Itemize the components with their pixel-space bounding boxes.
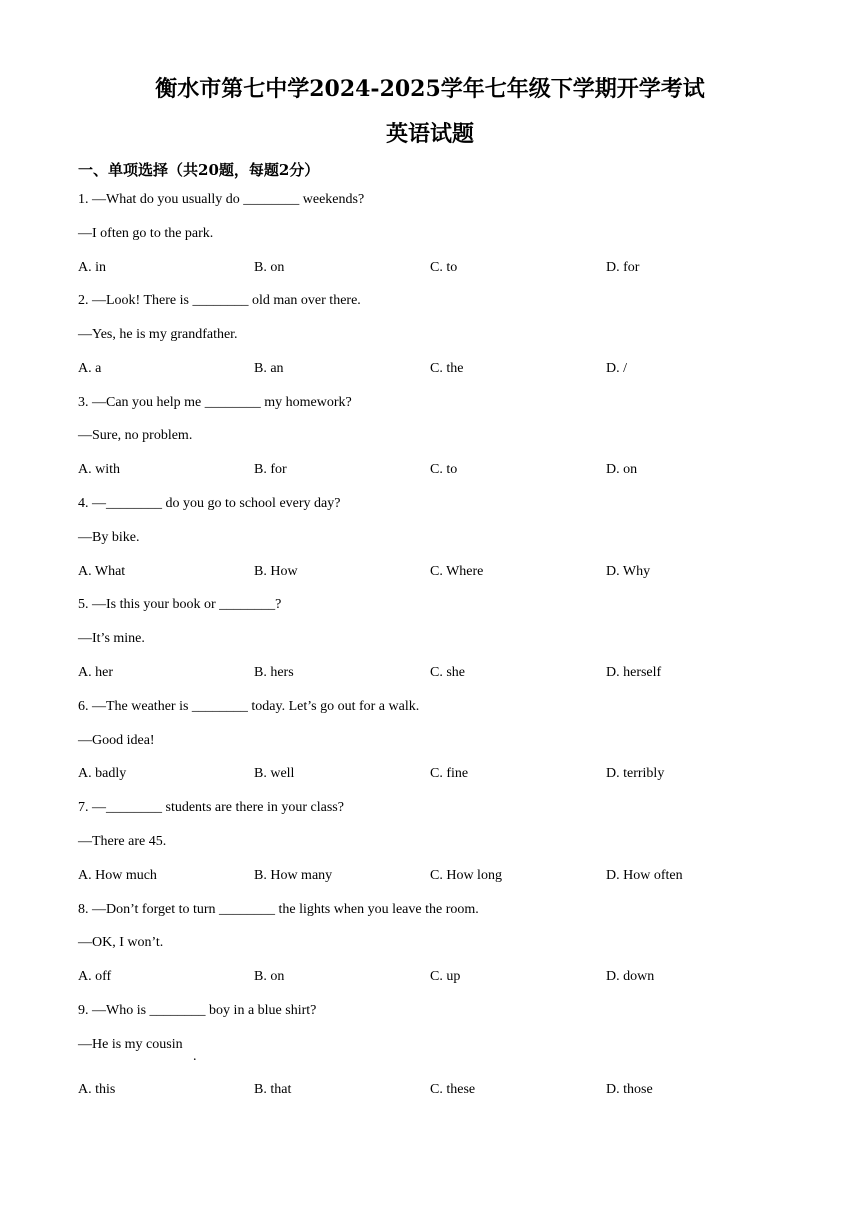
- question-6-option-d: D. terribly: [606, 766, 665, 781]
- question-5-text: 5. —Is this your book or ________?: [78, 597, 282, 612]
- question-9-option-c: C. these: [430, 1082, 476, 1097]
- question-8-option-b: B. on: [254, 969, 285, 984]
- question-6-option-c: C. fine: [430, 766, 469, 781]
- question-4-option-c: C. Where: [430, 564, 484, 579]
- question-7-answer: —There are 45.: [78, 834, 167, 849]
- question-4-option-d: D. Why: [606, 564, 651, 579]
- page-title: 衡水市第七中学2024-2025学年七年级下学期开学考试: [155, 76, 705, 102]
- question-7-option-d: D. How often: [606, 868, 683, 883]
- question-1-option-d: D. for: [606, 260, 640, 275]
- question-5-option-d: D. herself: [606, 665, 662, 680]
- question-6-option-a: A. badly: [78, 766, 127, 781]
- question-8-option-c: C. up: [430, 969, 461, 984]
- question-8-answer: —OK, I won’t.: [78, 935, 164, 950]
- question-2-option-d: D. /: [606, 361, 627, 376]
- question-1-option-c: C. to: [430, 260, 458, 275]
- question-6-answer: —Good idea!: [78, 733, 155, 748]
- question-1-option-a: A. in: [78, 260, 106, 275]
- question-2-option-c: C. the: [430, 361, 464, 376]
- question-5-answer: —It’s mine.: [78, 631, 145, 646]
- question-2-text: 2. —Look! There is ________ old man over there.: [78, 293, 361, 308]
- question-8-option-d: D. down: [606, 969, 655, 984]
- question-4-answer: —By bike.: [78, 530, 140, 545]
- stray-dot-mark: .: [193, 1049, 197, 1064]
- question-3-option-b: B. for: [254, 462, 287, 477]
- page-subtitle: 英语试题: [385, 121, 474, 147]
- question-3-text: 3. —Can you help me ________ my homework?: [78, 395, 352, 410]
- question-8-text: 8. —Don’t forget to turn ________ the lights when you leave the room.: [78, 902, 479, 917]
- question-5-option-c: C. she: [430, 665, 465, 680]
- question-2-option-a: A. a: [78, 361, 102, 376]
- question-8-option-a: A. off: [78, 969, 112, 984]
- question-3-option-d: D. on: [606, 462, 638, 477]
- question-2-answer: —Yes, he is my grandfather.: [78, 327, 238, 342]
- question-3-option-a: A. with: [78, 462, 120, 477]
- question-1-text: 1. —What do you usually do ________ weekends?: [78, 192, 365, 207]
- question-4-option-b: B. How: [254, 564, 298, 579]
- question-9-option-d: D. those: [606, 1082, 653, 1097]
- question-7-text: 7. —________ students are there in your class?: [78, 800, 344, 815]
- question-9-option-a: A. this: [78, 1082, 116, 1097]
- question-7-option-b: B. How many: [254, 868, 333, 883]
- question-3-answer: —Sure, no problem.: [78, 428, 193, 443]
- question-7-option-a: A. How much: [78, 868, 157, 883]
- question-9-option-b: B. that: [254, 1082, 292, 1097]
- question-7-option-c: C. How long: [430, 868, 502, 883]
- question-1-option-b: B. on: [254, 260, 285, 275]
- question-2-option-b: B. an: [254, 361, 284, 376]
- question-4-text: 4. —________ do you go to school every day?: [78, 496, 341, 511]
- question-5-option-b: B. hers: [254, 665, 294, 680]
- question-6-option-b: B. well: [254, 766, 295, 781]
- question-4-option-a: A. What: [78, 564, 126, 579]
- question-9-answer: —He is my cousin: [78, 1037, 183, 1052]
- question-9-text: 9. —Who is ________ boy in a blue shirt?: [78, 1003, 317, 1018]
- question-1-answer: —I often go to the park.: [78, 226, 214, 241]
- question-3-option-c: C. to: [430, 462, 458, 477]
- question-6-text: 6. —The weather is ________ today. Let’s go out for a walk.: [78, 699, 420, 714]
- section-heading: 一、单项选择（共20题，每题2分）: [78, 161, 320, 179]
- question-5-option-a: A. her: [78, 665, 113, 680]
